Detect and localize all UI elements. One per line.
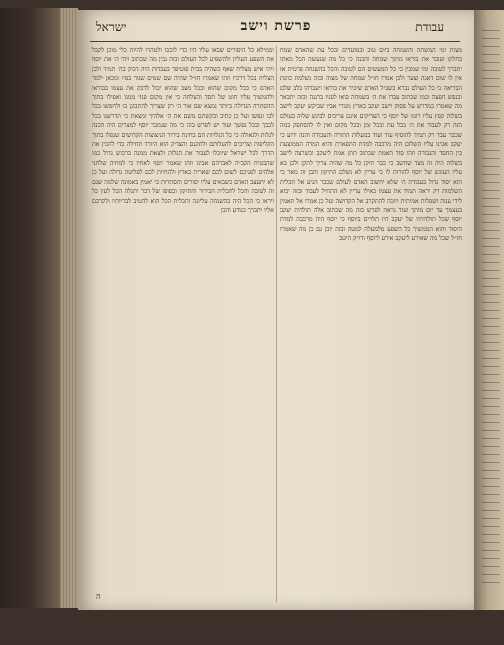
header-left: ישראל	[96, 20, 127, 34]
right-page-lines	[482, 30, 500, 590]
column-left-text: וממילא כל היסורים שבאו עליו היו כדי לזככו ולטהרו להיות כלי מוכן לקבל את השפע העליון ולהשפיע לכל העולם ובזה נבין מה שכתוב ויהי ה׳ את יוסף ויהי איש מצליח שאף כשהיה בבית פוטיפר בעבדות היה דבוק בה׳ תמיד ולכן הצליח בכל דרכיו וזהו שאמרו חז״ל שהיה שם שמים שגור בפיו ומכאן ילמד האדם כי בכל מקום שהוא ובכל מצב שהוא יכול לדבק את עצמו בבוראו ולהמשיך עליו חוט של חסד והצלחה כי אין מקום פנוי ממנו ואפילו בתוך ההסתרה הגדולה ביותר נמצא שם אור ה׳ רק שצריך להתבונן בו ולחפשו בכל לבו ונפשו ועל כן כתיב ובקשתם משם את ה׳ אלהיך ומצאת כי תדרשנו בכל לבבך ובכל נפשך ועוד יש לפרש בזה כי מה שנמכר יוסף למצרים היה הכנה לגלות ולגאולה כי כל הגלויות הם בחינת בירור הניצוצות הקדושים שנפלו בתוך הקליפות וצריכים להעלותם ולתקנם והצדיק הוא היורד תחילה כדי להכין את הדרך לכל ישראל שיוכלו לעבור את הגלות ולצאת ממנה ברכוש גדול כמו שהבטיח הקב״ה לאברהם אבינו וזהו שאמר יוסף לאחיו כי למחיה שלחני אלהים לפניכם לשום לכם שארית בארץ ולהחיות לכם לפליטה גדולה ועל כן לא יתעצב האדם כשבאים עליו יסורים והסתרות כי יאמין באמונה שלמה שגם זה לטובה והכל לתכלית הבירור והתיקון ובסופו של דבר יתגלה הכל לעין כל ויראו כי הכל היה בהשגחה עליונה ותכלית הכל הוא להטיב לבריותיו ולקרבם אליו יתברך כנודע והבן	[92, 47, 274, 214]
footer-signature: ה	[96, 592, 101, 601]
page-edge-lines	[60, 8, 78, 608]
text-column-right	[280, 46, 462, 602]
left-page-edge	[0, 8, 78, 608]
header-title: פרשת וישב	[240, 18, 312, 34]
column-divider	[276, 46, 277, 602]
header-right: עבודת	[415, 20, 444, 34]
header-rule	[90, 41, 460, 42]
page-header	[78, 16, 474, 38]
right-page-edge	[474, 10, 504, 610]
text-column-left	[92, 46, 274, 602]
column-right-text: מצות ימי המשתה והשמחה ביום טוב ובמועדים ובכל עת שהאדם שמח בחלקו ועובד את בוראו מתוך שמחה והבנה כי כל מה שנעשה הכל מאתו יתברך לטובה ומי שמבין כי כל המעשים הם לטובה והכל בהשגחה פרטית אז אין לו שום דאגה וצער ולכן אמרו חז״ל שמחה של מצוה ובזה נשלמת כוונת הבריאה כי כל העולם נברא בשביל האדם שיכיר את בוראו ויעבדהו בלב שלם ובנפש חפצה וכמו שכתוב עבדו את ה׳ בשמחה בואו לפניו ברננה ובזה יתבאר מה שאמרו במדרש על פסוק וישב יעקב בארץ מגורי אביו שביקש יעקב לישב בשלוה קפץ עליו רוגזו של יוסף כי הצדיקים אינם צריכים לבקש שלוה בעולם הזה רק לעבוד את ה׳ בכל עת ובכל זמן ובכל מקום ואין לו להסתפק במה שכבר עבד רק תמיד להוסיף עוד ועוד במעלות התורה והעבודה והנה ידוע כי יעקב אבינו עליו השלום היה מרכבה למדת התפארת והיא המדה הממוצעת בין החסד והגבורה וזהו סוד האמת שכתוב תתן אמת ליעקב וכשרצה לישב בשלוה היה זה מצד שחשב כי כבר תיקן כל מה שהיה צריך לתקן ולכן בא עליו העונש של יוסף להורות לו כי עדיין לא נשלם התיקון והבן זה מאד כי הוא יסוד גדול בעבודת ה׳ שלא יחשוב האדם לעולם שכבר הגיע אל תכלית השלמות רק יראה תמיד את עצמו כאילו עדיין לא התחיל לעבוד ובזה יבוא לידי ענוה ושפלות אמיתית ויזכה להתקרב אל הקדושה ועל כן אמרו אל תאמין בעצמך עד יום מותך ועוד נראה לפרש בזה מה שכתוב אלה תולדות יעקב יוסף שכל תולדותיו של יעקב היו תלויים ביוסף כי יוסף היה מרכבה למדת היסוד והוא הממשיך כל השפע מלמעלה למטה ובזה יובן גם כן מה שאמרו חז״ל שכל מה שאירע ליעקב אירע ליוסף ודו״ק היטב	[280, 47, 462, 243]
book-page	[78, 10, 474, 610]
